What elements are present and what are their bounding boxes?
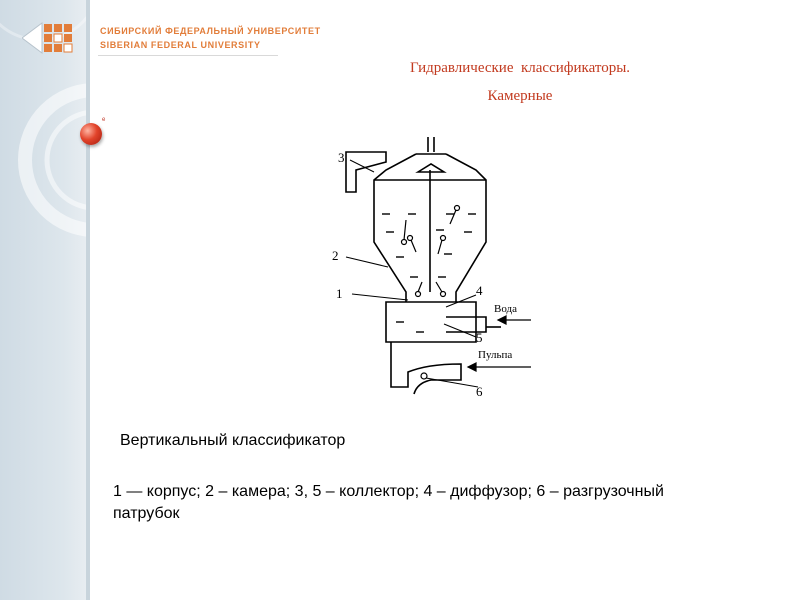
label-2: 2 <box>332 248 339 263</box>
red-orb-bullet <box>80 123 102 145</box>
university-name-ru: СИБИРСКИЙ ФЕДЕРАЛЬНЫЙ УНИВЕРСИТЕТ <box>100 26 321 36</box>
figure-caption: Вертикальный классификатор <box>120 432 346 449</box>
vertical-classifier-diagram <box>326 132 566 402</box>
label-6: 6 <box>476 384 483 399</box>
liquid-dashes <box>382 214 476 332</box>
header-divider <box>98 55 278 56</box>
sidebar-arcs <box>0 0 90 600</box>
sidebar-edge <box>86 0 90 600</box>
orb-tiny-mark: e <box>102 117 106 123</box>
slide-subtitle: Камерные <box>487 88 553 104</box>
label-water: Вода <box>494 303 517 315</box>
label-pulp: Пульпа <box>478 349 513 361</box>
label-3: 3 <box>338 150 345 165</box>
university-logo <box>22 18 92 58</box>
decorative-sidebar <box>0 0 90 600</box>
label-5: 5 <box>476 330 483 345</box>
label-1: 1 <box>336 286 343 301</box>
leader-lines <box>346 160 478 387</box>
label-4: 4 <box>476 283 483 298</box>
university-name-en: SIBERIAN FEDERAL UNIVERSITY <box>100 40 261 50</box>
figure-legend: 1 — корпус; 2 – камера; 3, 5 – коллектор; 4 – диффузор; 6 – разгрузочный патрубок <box>113 483 664 522</box>
slide-title: Гидравлические классификаторы. <box>409 60 631 76</box>
header <box>0 0 800 62</box>
